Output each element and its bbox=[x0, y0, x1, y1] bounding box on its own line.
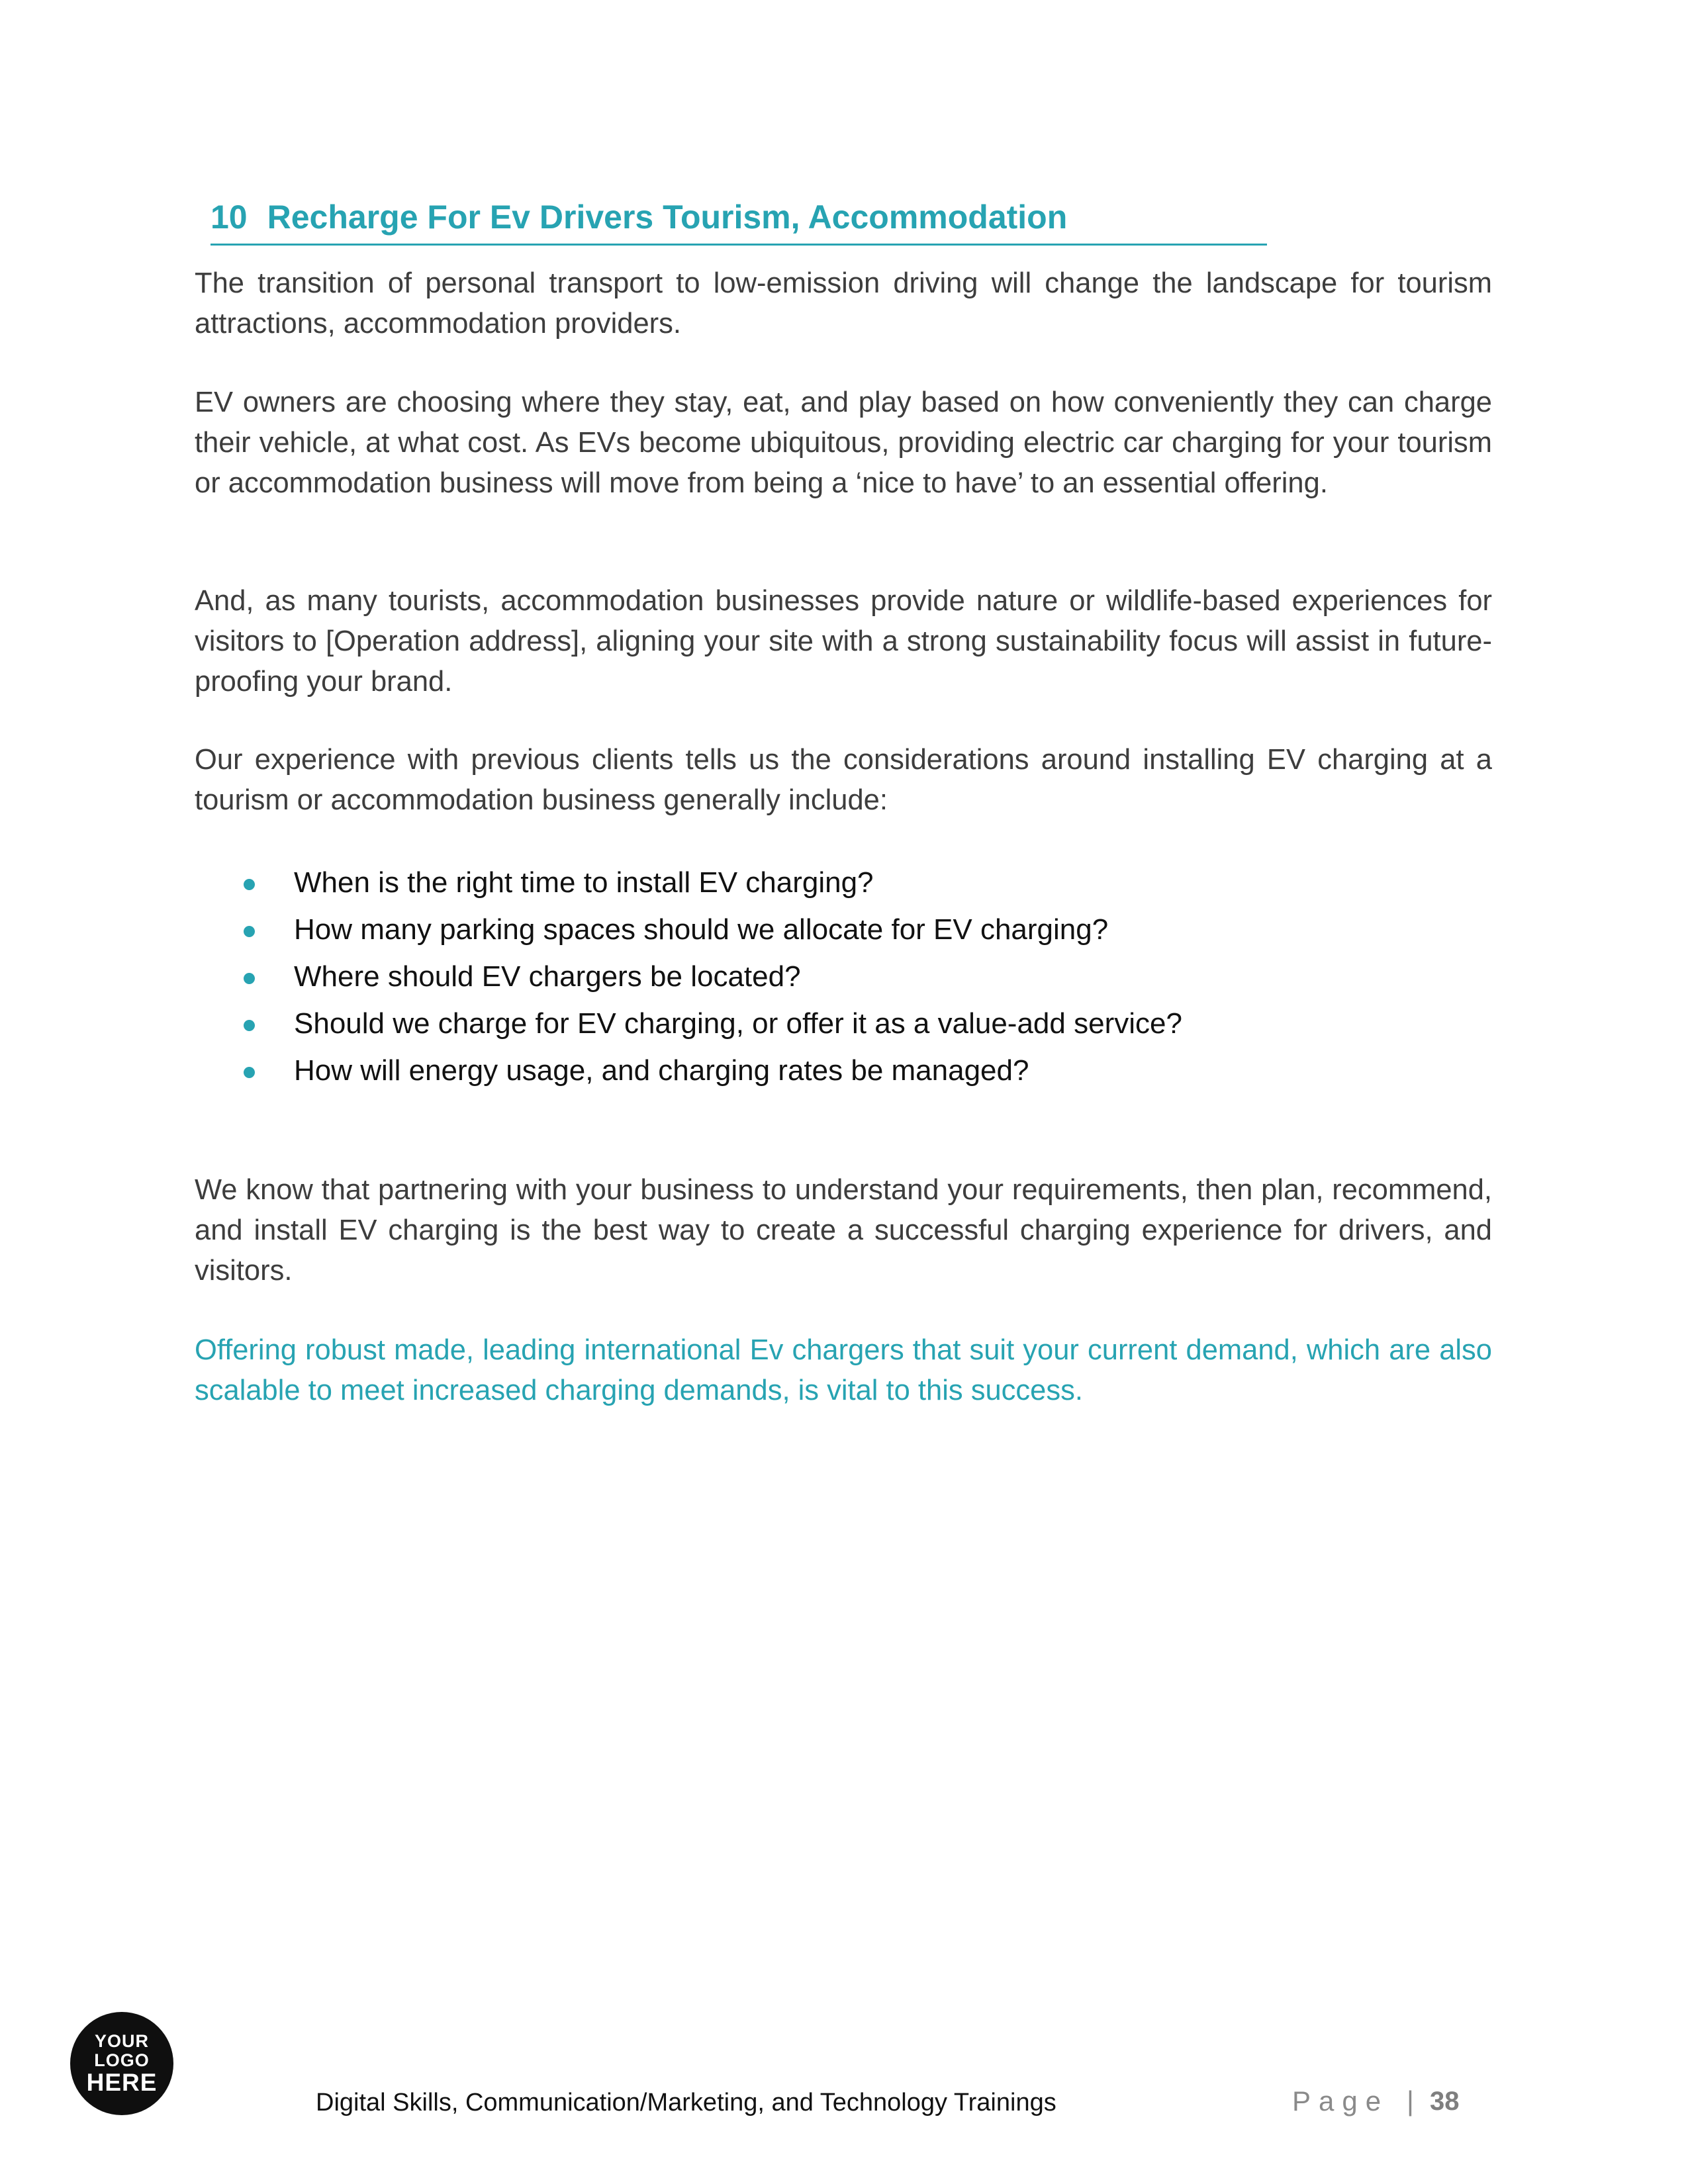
paragraph-offering: Offering robust made, leading international Ev chargers that suit your current demand, which are also scalable to meet increased charging demands, is vital to this success. bbox=[195, 1334, 1492, 1406]
page-separator: | bbox=[1407, 2085, 1414, 2116]
list-item bbox=[238, 862, 1496, 909]
paragraph-partnering: We know that partnering with your business to understand your requirements, then plan, recommend, and install EV charging is the best way to create a successful charging experience for drivers, and visitors. bbox=[195, 1174, 1492, 1287]
list-item-text: How will energy usage, and charging rates be managed? bbox=[294, 1054, 1029, 1087]
list-item bbox=[238, 1003, 1496, 1050]
bullet-dot-icon bbox=[244, 879, 255, 890]
list-item-text: Where should EV chargers be located? bbox=[294, 960, 801, 993]
bullet-dot-icon bbox=[244, 1020, 255, 1031]
paragraph-considerations: Our experience with previous clients tells us the considerations around installing EV charging at a tourism or accommodation business generally include: bbox=[195, 744, 1492, 816]
section-number: 10 bbox=[211, 199, 248, 236]
bullet-dot-icon bbox=[244, 926, 255, 937]
list-item bbox=[238, 956, 1496, 1003]
logo-line-3: HERE bbox=[86, 2069, 158, 2096]
footer-title: Digital Skills, Communication/Marketing, and Technology Trainings bbox=[316, 2089, 1056, 2116]
bullet-dot-icon bbox=[244, 1067, 255, 1078]
logo-line-2: LOGO bbox=[94, 2050, 150, 2070]
list-item-text: How many parking spaces should we allocate for EV charging? bbox=[294, 913, 1109, 946]
company-logo bbox=[70, 2012, 173, 2115]
section-title: Recharge For Ev Drivers Tourism, Accommodation bbox=[267, 199, 1068, 236]
bullet-dot-icon bbox=[244, 973, 255, 984]
list-item-text: When is the right time to install EV charging? bbox=[294, 866, 874, 899]
paragraph-sustainability: And, as many tourists, accommodation businesses provide nature or wildlife-based experiences for visitors to [Operation address], aligning your site with a strong sustainability focus will assist in future-proofing your brand. bbox=[195, 585, 1492, 698]
list-item bbox=[238, 909, 1496, 956]
logo-line-1: YOUR bbox=[94, 2031, 149, 2051]
paragraph-intro: The transition of personal transport to low-emission driving will change the landscape for tourism attractions, accommodation providers. bbox=[195, 267, 1492, 340]
list-item bbox=[238, 1050, 1496, 1097]
list-item-text: Should we charge for EV charging, or offer it as a value-add service? bbox=[294, 1007, 1182, 1040]
considerations-list bbox=[238, 862, 1496, 1097]
paragraph-ev-owners: EV owners are choosing where they stay, eat, and play based on how conveniently they can charge their vehicle, at what cost. As EVs become ubiquitous, providing electric car charging for your tourism or accommodation business will move from being a ‘nice to have’ to an essential offering. bbox=[195, 387, 1492, 499]
section-heading bbox=[211, 196, 1267, 246]
page-label: Page bbox=[1292, 2085, 1389, 2116]
page-number: 38 bbox=[1430, 2087, 1460, 2116]
